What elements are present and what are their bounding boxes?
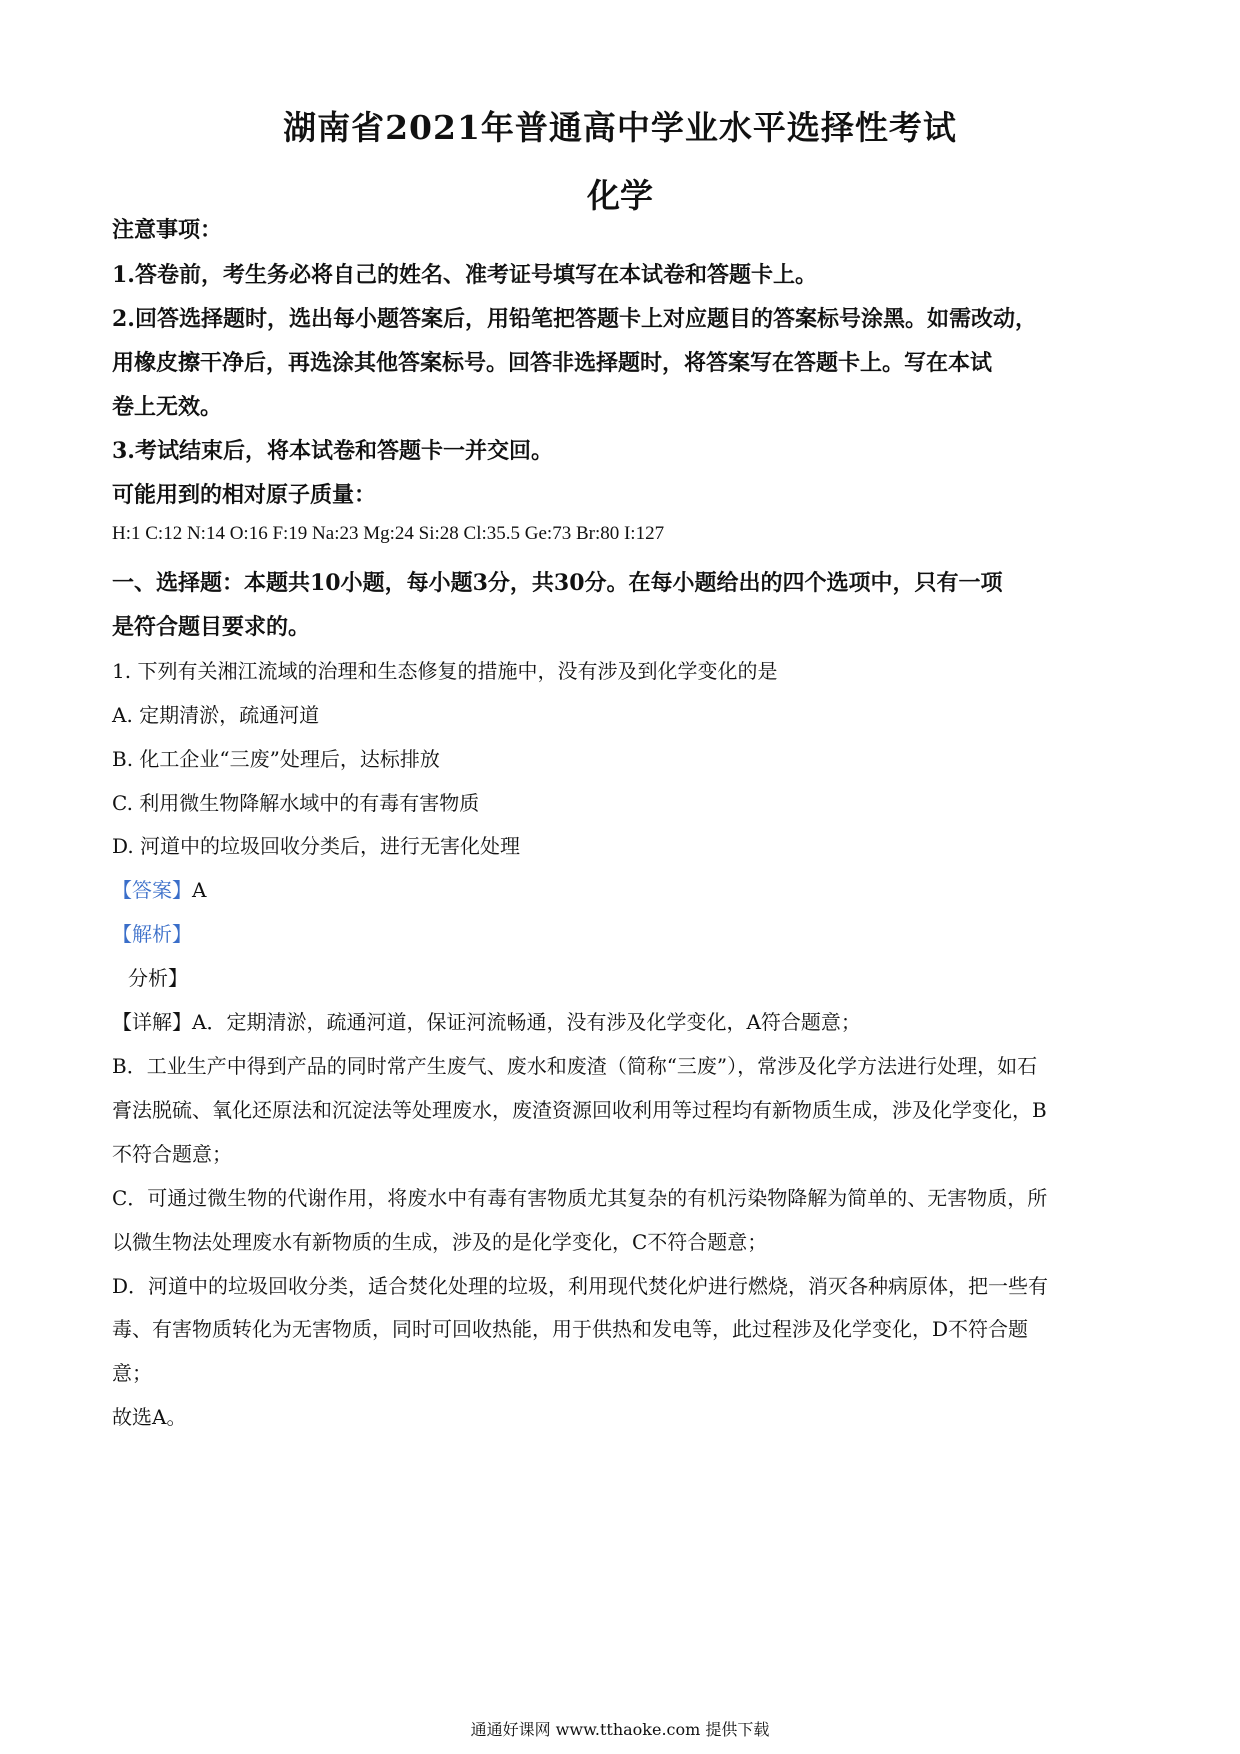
atomic-mass-heading: 可能用到的相对原子质量： <box>112 482 377 508</box>
question-1-stem: 1. 下列有关湘江流域的治理和生态修复的措施中，没有涉及到化学变化的是 <box>112 659 778 683</box>
option-b: B. 化工企业“三废”处理后，达标排放 <box>112 747 440 771</box>
answer-tag: 【答案】 <box>112 878 192 902</box>
analysis-tag: 【解析】 <box>112 922 192 946</box>
detail-c-line-1: C．可通过微生物的代谢作用，将废水中有毒有害物质尤其复杂的有机污染物降解为简单的、无害物质，所 <box>112 1186 1048 1210</box>
option-d: D. 河道中的垃圾回收分类后，进行无害化处理 <box>112 834 521 858</box>
option-a: A. 定期清淤，疏通河道 <box>112 703 320 727</box>
detail-d-line-2: 毒、有害物质转化为无害物质，同时可回收热能，用于供热和发电等，此过程涉及化学变化，D不符合题 <box>112 1317 1029 1341</box>
footer-text: 通通好课网 www.tthaoke.com 提供下载 <box>470 1720 770 1739</box>
detail-d-line-1: D．河道中的垃圾回收分类，适合焚化处理的垃圾，利用现代焚化炉进行燃烧，消灭各种病原体，把一些有 <box>112 1274 1049 1298</box>
section-1-heading-line-2: 是符合题目要求的。 <box>112 614 311 640</box>
exam-title: 湖南省2021年普通高中学业水平选择性考试 <box>283 108 957 147</box>
notice-item-1: 1.答卷前，考生务必将自己的姓名、准考证号填写在本试卷和答题卡上。 <box>112 262 817 288</box>
detail-b-line-1: B．工业生产中得到产品的同时常产生废气、废水和废渣（简称“三废”），常涉及化学方法进行处理，如石 <box>112 1054 1038 1078</box>
detail-a: 【详解】A．定期清淤，疏通河道，保证河流畅通，没有涉及化学变化，A符合题意； <box>112 1010 861 1034</box>
detail-d-line-3: 意； <box>112 1361 152 1385</box>
notice-heading: 注意事项： <box>112 217 223 243</box>
subject-title: 化学 <box>587 176 653 215</box>
notice-item-2-line-2: 用橡皮擦干净后，再选涂其他答案标号。回答非选择题时，将答案写在答题卡上。写在本试 <box>112 350 993 376</box>
answer-value: A <box>192 878 207 902</box>
detail-b-line-3: 不符合题意； <box>112 1142 232 1166</box>
detail-c-line-2: 以微生物法处理废水有新物质的生成，涉及的是化学变化，C不符合题意； <box>112 1230 768 1254</box>
notice-item-3: 3.考试结束后，将本试卷和答题卡一并交回。 <box>112 438 553 464</box>
notice-item-2-line-3: 卷上无效。 <box>112 394 223 420</box>
analysis-fenxi: 分析】 <box>128 966 188 990</box>
section-1-heading-line-1: 一、选择题：本题共10小题，每小题3分，共30分。在每小题给出的四个选项中，只有一项 <box>112 570 1003 596</box>
detail-b-line-2: 膏法脱硫、氧化还原法和沉淀法等处理废水，废渣资源回收利用等过程均有新物质生成，涉及化学变化，B <box>112 1098 1047 1122</box>
answer-line <box>112 874 206 903</box>
atomic-mass-values: H:1 C:12 N:14 O:16 F:19 Na:23 Mg:24 Si:28 Cl:35.5 Ge:73 Br:80 I:127 <box>112 523 665 544</box>
option-c: C. 利用微生物降解水域中的有毒有害物质 <box>112 791 480 815</box>
notice-item-2-line-1: 2.回答选择题时，选出每小题答案后，用铅笔把答题卡上对应题目的答案标号涂黑。如需改动， <box>112 306 1037 332</box>
conclusion: 故选A。 <box>112 1405 187 1429</box>
